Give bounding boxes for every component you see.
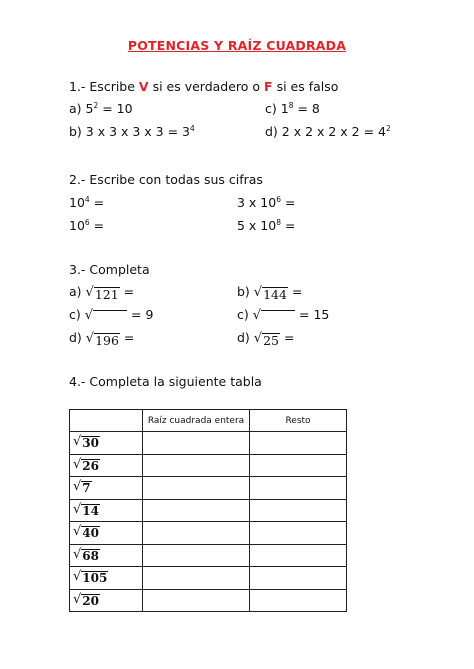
false-letter: F	[264, 79, 273, 94]
square-root	[73, 548, 100, 563]
blank-radicand[interactable]	[93, 310, 127, 323]
item-2-r2-left	[69, 218, 104, 233]
square-root	[73, 435, 100, 450]
root-cell	[70, 477, 143, 500]
answer-cell-root[interactable]	[143, 522, 250, 545]
radicand: 105	[82, 571, 108, 586]
exponent: 8	[288, 100, 294, 110]
answer-cell-remainder[interactable]	[250, 477, 347, 500]
item-text: c) 1	[265, 101, 289, 116]
item-text: =	[119, 330, 135, 345]
table-row	[70, 589, 347, 612]
item-text: 10	[69, 218, 85, 233]
table-header-row	[70, 410, 347, 432]
item-text: =	[280, 195, 296, 210]
radicand: 7	[82, 481, 91, 496]
square-root	[86, 332, 120, 347]
radical-icon: √	[73, 524, 82, 540]
item-1b	[69, 124, 195, 139]
answer-cell-root[interactable]	[143, 477, 250, 500]
item-label: a)	[69, 284, 86, 299]
item-label: d)	[237, 330, 254, 345]
square-root	[86, 286, 120, 301]
answer-cell-remainder[interactable]	[250, 432, 347, 455]
exponent: 8	[276, 217, 281, 227]
item-text: =	[287, 284, 303, 299]
item-label: c)	[69, 307, 85, 322]
table-row	[70, 477, 347, 500]
root-cell	[70, 567, 143, 590]
root-cell	[70, 454, 143, 477]
item-text: =	[89, 218, 105, 233]
answer-cell-root[interactable]	[143, 567, 250, 590]
answer-cell-root[interactable]	[143, 432, 250, 455]
item-text: 10	[69, 195, 85, 210]
radical-icon: √	[73, 569, 82, 585]
exponent: 2	[93, 100, 99, 110]
heading-text: si es falso	[272, 79, 339, 94]
roots-table	[69, 409, 347, 612]
square-root	[73, 458, 100, 473]
item-2-r1-left	[69, 195, 104, 210]
item-text: =	[280, 218, 296, 233]
answer-cell-remainder[interactable]	[250, 544, 347, 567]
square-root	[73, 570, 108, 585]
item-text: = 15	[295, 307, 330, 322]
item-1c	[265, 101, 320, 116]
item-text: =	[119, 284, 135, 299]
item-text: 5 x 10	[237, 218, 277, 233]
exponent: 2	[386, 123, 391, 133]
radical-icon: √	[73, 434, 82, 450]
square-root	[254, 332, 280, 347]
answer-cell-remainder[interactable]	[250, 499, 347, 522]
table-row	[70, 544, 347, 567]
item-1a	[69, 101, 133, 116]
radicand: 30	[82, 436, 99, 451]
radical-icon: √	[73, 546, 82, 562]
square-root	[73, 480, 92, 495]
radical-icon: √	[85, 285, 94, 300]
answer-cell-root[interactable]	[143, 499, 250, 522]
header-cell-remainder: Resto	[250, 410, 347, 432]
exponent: 6	[276, 194, 281, 204]
radical-icon: √	[252, 308, 262, 323]
item-text: =	[89, 195, 105, 210]
item-2-r2-right	[237, 218, 295, 233]
item-text: a) 5	[69, 101, 94, 116]
radicand: 40	[82, 526, 99, 541]
answer-cell-root[interactable]	[143, 454, 250, 477]
square-root	[254, 286, 288, 301]
blank-radicand[interactable]	[261, 310, 295, 323]
heading-text: 1.- Escribe	[69, 79, 139, 94]
section-1-heading	[69, 79, 338, 94]
radical-icon: √	[253, 331, 263, 346]
root-cell	[70, 522, 143, 545]
section-4-heading: 4.- Completa la siguiente tabla	[69, 374, 262, 389]
true-letter: V	[138, 79, 149, 94]
section-3-heading: 3.- Completa	[69, 262, 150, 277]
answer-cell-root[interactable]	[143, 589, 250, 612]
item-label: b)	[237, 284, 254, 299]
radicand: 25	[263, 333, 279, 348]
table-row	[70, 522, 347, 545]
item-2-r1-right	[237, 195, 295, 210]
answer-cell-root[interactable]	[143, 544, 250, 567]
root-cell	[70, 589, 143, 612]
table-row	[70, 454, 347, 477]
header-cell-empty	[70, 410, 143, 432]
radical-icon: √	[73, 591, 82, 607]
radicand: 68	[82, 548, 99, 563]
item-1d	[265, 124, 391, 139]
answer-cell-remainder[interactable]	[250, 567, 347, 590]
item-text: = 8	[293, 101, 320, 116]
square-root	[73, 525, 100, 540]
radical-icon: √	[85, 331, 95, 346]
item-3d-right	[237, 330, 294, 347]
square-root	[73, 593, 100, 608]
item-text: 3 x 10	[237, 195, 277, 210]
square-root	[85, 309, 127, 323]
answer-cell-remainder[interactable]	[250, 522, 347, 545]
square-root	[253, 309, 295, 323]
radicand: 20	[82, 593, 99, 608]
item-3b	[237, 284, 302, 301]
radical-icon: √	[73, 501, 82, 517]
radical-icon: √	[253, 285, 263, 300]
radical-icon: √	[73, 456, 82, 472]
header-cell-root: Raíz cuadrada entera	[143, 410, 250, 432]
item-3c-left	[69, 307, 153, 323]
exponent: 6	[84, 217, 90, 227]
table-row	[70, 567, 347, 590]
item-text: =	[280, 330, 295, 345]
item-text: d) 2 x 2 x 2 x 2 = 4	[265, 124, 387, 139]
exponent: 4	[84, 194, 90, 204]
item-label: c)	[237, 307, 253, 322]
root-cell	[70, 499, 143, 522]
table-row	[70, 499, 347, 522]
section-2-heading: 2.- Escribe con todas sus cifras	[69, 172, 263, 187]
item-3a	[69, 284, 134, 301]
item-label: d)	[69, 330, 86, 345]
radicand: 196	[95, 333, 119, 348]
radicand: 144	[263, 287, 287, 302]
item-3d-left	[69, 330, 134, 347]
root-cell	[70, 432, 143, 455]
page-title: POTENCIAS Y RAÍZ CUADRADA	[127, 38, 347, 53]
radical-icon: √	[73, 479, 82, 495]
radicand: 26	[82, 458, 99, 473]
root-cell	[70, 544, 143, 567]
item-3c-right	[237, 307, 329, 323]
square-root	[73, 503, 100, 518]
radical-icon: √	[84, 308, 94, 323]
item-text: = 9	[127, 307, 154, 322]
answer-cell-remainder[interactable]	[250, 454, 347, 477]
answer-cell-remainder[interactable]	[250, 589, 347, 612]
table-row	[70, 432, 347, 455]
item-text: = 10	[98, 101, 133, 116]
radicand: 14	[82, 503, 99, 518]
item-text: b) 3 x 3 x 3 x 3 = 3	[69, 124, 191, 139]
heading-text: si es verdadero o	[148, 79, 265, 94]
radicand: 121	[94, 287, 119, 302]
exponent: 4	[190, 123, 195, 133]
